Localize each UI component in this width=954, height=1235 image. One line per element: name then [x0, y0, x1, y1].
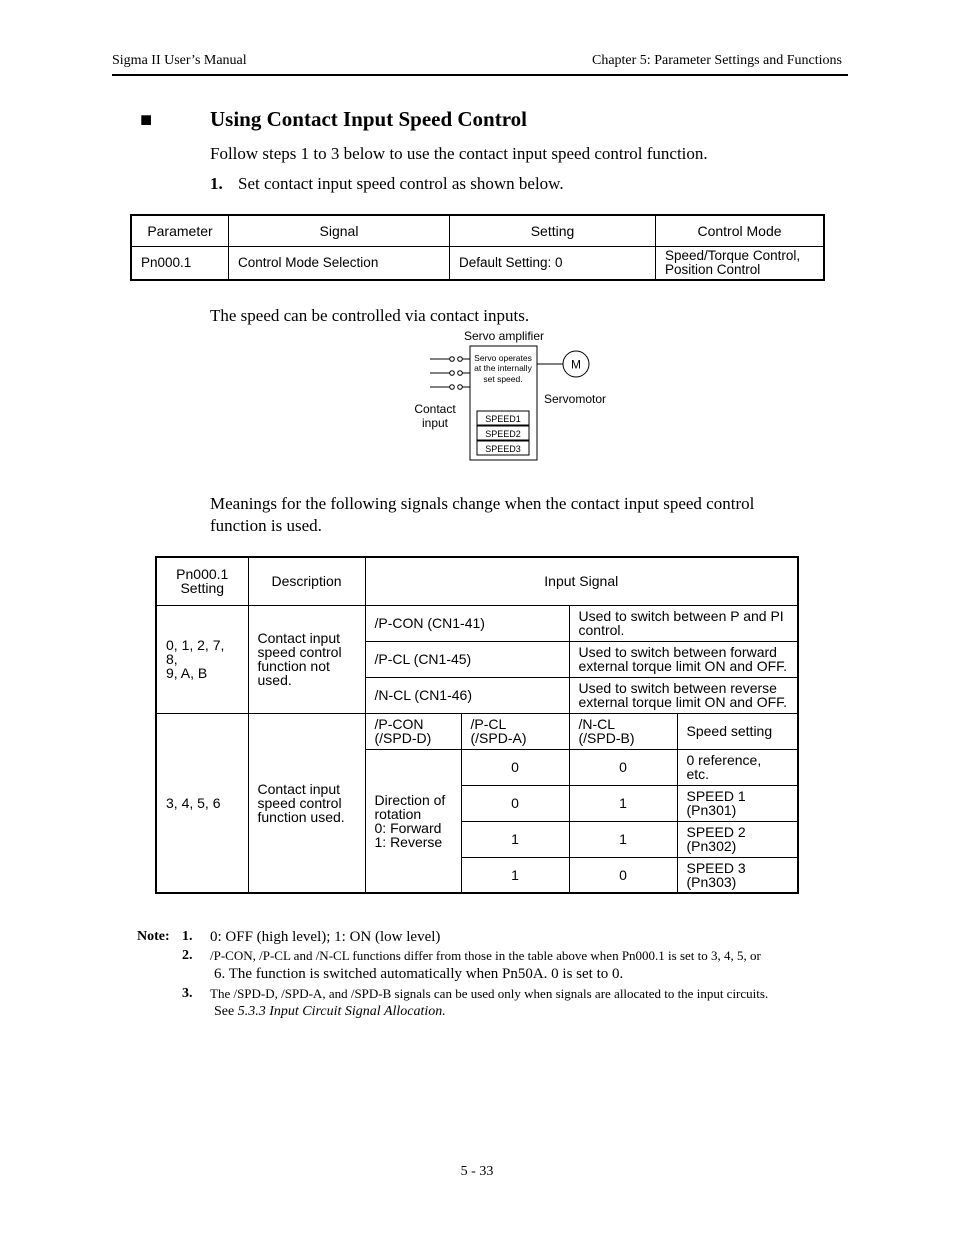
- servo-amplifier-label: Servo amplifier: [463, 329, 545, 343]
- g1-pcon-signal: /P-CON (CN1-41): [365, 605, 569, 641]
- note3-number: 3.: [182, 986, 193, 1001]
- g2-row1-pcl: 0: [461, 749, 569, 785]
- g2-row2-speed: SPEED 1 (Pn301): [677, 785, 798, 821]
- section-bullet-icon: ■: [140, 109, 153, 131]
- speed1-label: SPEED1: [485, 414, 521, 424]
- note3-text-1: The /SPD-D, /SPD-A, and /SPD-B signals can be used only when signals are allocated to the input circuits.: [210, 986, 769, 1001]
- g2-row1-ncl: 0: [569, 749, 677, 785]
- box-text-3: set speed.: [483, 374, 523, 384]
- meanings-text: Meanings for the following signals change when the contact input speed control function is used.: [210, 494, 755, 535]
- header-rule: [112, 74, 848, 76]
- g2-description: Contact input speed control function used.: [248, 713, 365, 893]
- g2-row3-pcl: 1: [461, 821, 569, 857]
- g2-row3-ncl: 1: [569, 821, 677, 857]
- note3-see: See 5.3.3 Input Circuit Signal Allocation.: [214, 1004, 446, 1019]
- g2-row2-pcl: 0: [461, 785, 569, 821]
- cell-control-mode: Speed/Torque Control, Position Control: [656, 246, 825, 280]
- g1-ncl-signal: /N-CL (CN1-46): [365, 677, 569, 713]
- step1-number: 1.: [210, 174, 223, 193]
- g1-setting: 0, 1, 2, 7, 8, 9, A, B: [156, 605, 248, 713]
- header-description: Description: [248, 557, 365, 605]
- servomotor-label: Servomotor: [544, 392, 607, 406]
- motor-letter: M: [571, 357, 581, 372]
- note2-number: 2.: [182, 948, 193, 963]
- g2-direction: Direction of rotation 0: Forward 1: Reverse: [365, 749, 461, 893]
- contact-switch-icon: [430, 357, 470, 390]
- note1-text: 0: OFF (high level); 1: ON (low level): [210, 929, 441, 945]
- col-header-setting: Setting: [450, 215, 656, 246]
- g1-description: Contact input speed control function not used.: [248, 605, 365, 713]
- g1-pcl-usage: Used to switch between forward external torque limit ON and OFF.: [569, 641, 798, 677]
- g2-header-speed-setting: Speed setting: [677, 713, 798, 749]
- note3-reference-link: 5.3.3 Input Circuit Signal Allocation.: [237, 1004, 446, 1019]
- parameter-table: [130, 214, 825, 281]
- header-input-signal: Input Signal: [365, 557, 798, 605]
- col-header-parameter: Parameter: [131, 215, 229, 246]
- intro-text: Follow steps 1 to 3 below to use the contact input speed control function.: [210, 144, 708, 163]
- g1-pcon-usage: Used to switch between P and PI control.: [569, 605, 798, 641]
- note2-text-2: 6. The function is switched automatically when Pn50A. 0 is set to 0.: [214, 966, 624, 982]
- note-label: Note:: [137, 929, 170, 944]
- g2-row4-ncl: 0: [569, 857, 677, 893]
- col-header-signal: Signal: [229, 215, 450, 246]
- speed3-label: SPEED3: [485, 444, 521, 454]
- signal-table: [155, 556, 799, 894]
- g1-pcl-signal: /P-CL (CN1-45): [365, 641, 569, 677]
- box-text-1: Servo operates: [474, 353, 532, 363]
- page-number: 5 - 33: [460, 1164, 494, 1179]
- g2-header-pcon: /P-CON (/SPD-D): [365, 713, 461, 749]
- cell-parameter: Pn000.1: [131, 246, 229, 280]
- note1-number: 1.: [182, 929, 193, 944]
- g2-setting: 3, 4, 5, 6: [156, 713, 248, 893]
- header-manual-title: Sigma II User’s Manual: [112, 53, 247, 68]
- g2-header-ncl: /N-CL (/SPD-B): [569, 713, 677, 749]
- box-text-2: at the internally: [474, 363, 532, 373]
- contact-input-label-2: input: [421, 416, 449, 430]
- g2-row2-ncl: 1: [569, 785, 677, 821]
- g2-row3-speed: SPEED 2 (Pn302): [677, 821, 798, 857]
- step1-text: Set contact input speed control as shown below.: [238, 174, 564, 193]
- contact-input-diagram: [400, 325, 630, 465]
- section-title: Using Contact Input Speed Control: [210, 107, 527, 131]
- g2-header-pcl: /P-CL (/SPD-A): [461, 713, 569, 749]
- g2-row4-pcl: 1: [461, 857, 569, 893]
- header-chapter-title: Chapter 5: Parameter Settings and Functions: [591, 53, 842, 68]
- note2-text-1: /P-CON, /P-CL and /N-CL functions differ from those in the table above when Pn000.1 is set to 3, 4, 5, or: [210, 948, 761, 963]
- g1-ncl-usage: Used to switch between reverse external torque limit ON and OFF.: [569, 677, 798, 713]
- col-header-control-mode: Control Mode: [656, 215, 825, 246]
- speed2-label: SPEED2: [485, 429, 521, 439]
- g2-row1-speed: 0 reference, etc.: [677, 749, 798, 785]
- cell-signal: Control Mode Selection: [229, 246, 450, 280]
- speed-control-text: The speed can be controlled via contact inputs.: [210, 306, 530, 325]
- header-pn000-setting: Pn000.1 Setting: [156, 557, 248, 605]
- contact-input-label-1: Contact: [414, 402, 456, 416]
- cell-setting: Default Setting: 0: [450, 246, 656, 280]
- g2-row4-speed: SPEED 3 (Pn303): [677, 857, 798, 893]
